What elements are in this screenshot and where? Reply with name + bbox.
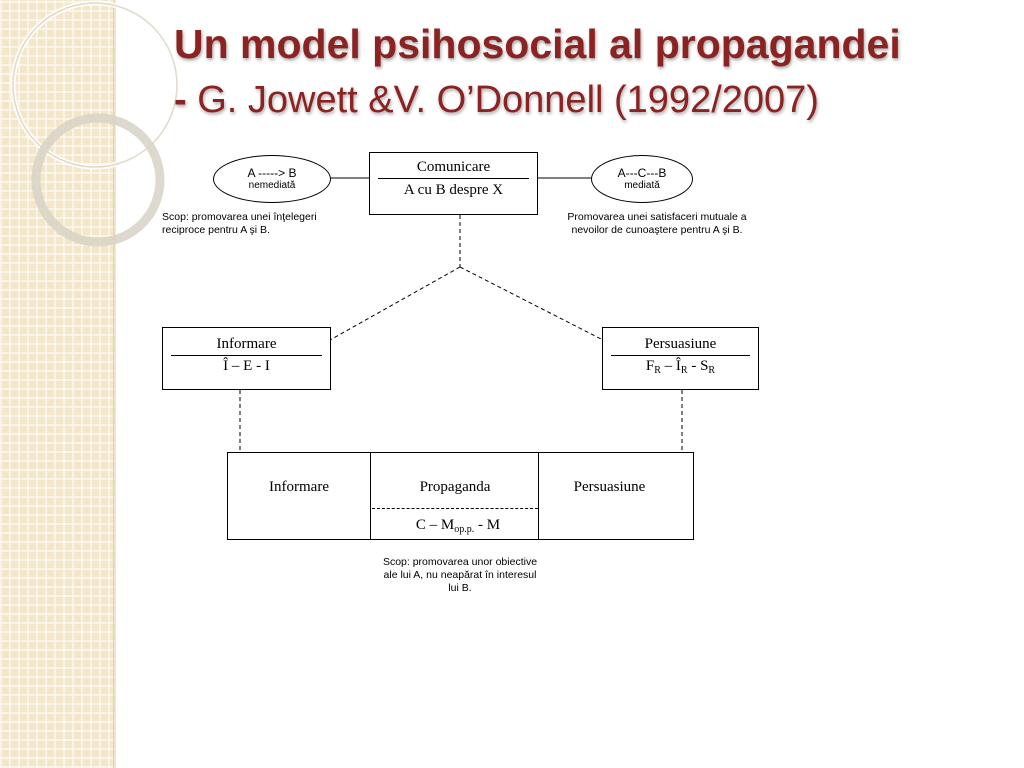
persuasiune-label: Persuasiune — [644, 336, 717, 352]
persuasiune-sub-2: R — [680, 365, 688, 376]
comunicare-label: Comunicare — [416, 159, 491, 175]
bottom-note-line2: ale lui A, nu neapărat în interesul — [383, 569, 537, 581]
title-authors: G. Jowett &V. O’Donnell (1992/2007) — [197, 79, 819, 121]
left-note — [162, 211, 362, 237]
bottom-note — [360, 556, 560, 595]
ellipse-mediated-line1: A---C---B — [617, 166, 667, 180]
ellipse-direct-line2: nemediată — [248, 180, 296, 191]
persuasiune-box — [602, 327, 759, 390]
informare-box — [162, 327, 331, 390]
connector-diag-right — [460, 267, 603, 340]
comunicare-divider — [378, 178, 529, 179]
persuasiune-formula — [603, 358, 758, 376]
propaganda-formula-suffix: - M — [474, 517, 501, 533]
right-note-line2: nevoilor de cunoaştere pentru A şi B. — [571, 224, 743, 236]
informare-divider — [171, 355, 322, 356]
bottom-propaganda-label: Propaganda — [419, 479, 491, 495]
informare-formula: Î – E - I — [223, 358, 270, 374]
propaganda-formula — [372, 517, 544, 535]
left-note-line2: reciproce pentru A şi B. — [162, 224, 270, 236]
title-main: Un model psihosocial al propagandei — [174, 21, 901, 67]
comunicare-sub: A cu B despre X — [403, 182, 504, 198]
ellipse-mediated-line2: mediată — [624, 180, 660, 191]
ellipse-direct-line1: A -----> B — [247, 166, 297, 180]
ellipse-direct — [213, 155, 331, 203]
ellipse-mediated — [591, 155, 693, 203]
persuasiune-sub-3: R — [708, 365, 716, 376]
propaganda-formula-sub: op.p. — [454, 524, 475, 535]
propaganda-dashed-divider — [372, 508, 538, 509]
right-note — [552, 211, 762, 237]
bottom-informare-label: Informare — [269, 479, 329, 495]
right-note-line1: Promovarea unei satisfaceri mutuale a — [567, 211, 747, 223]
persuasiune-dash-2: - S — [687, 358, 709, 374]
bottom-divider-left — [370, 453, 371, 539]
persuasiune-dash-1: – Î — [660, 358, 681, 374]
persuasiune-divider — [611, 355, 750, 356]
persuasiune-f: F — [645, 358, 655, 374]
connector-diag-left — [330, 267, 460, 340]
bottom-persuasiune-label: Persuasiune — [573, 479, 646, 495]
propaganda-formula-prefix: C – M — [415, 517, 455, 533]
left-note-line1: Scop: promovarea unei înţelegeri — [162, 211, 317, 223]
comunicare-box — [369, 152, 538, 215]
bottom-note-line3: lui B. — [448, 582, 472, 594]
informare-label: Informare — [216, 336, 277, 352]
bottom-note-line1: Scop: promovarea unor obiective — [382, 556, 538, 568]
title-dash: - — [174, 79, 187, 121]
persuasiune-sub-1: R — [654, 365, 661, 376]
